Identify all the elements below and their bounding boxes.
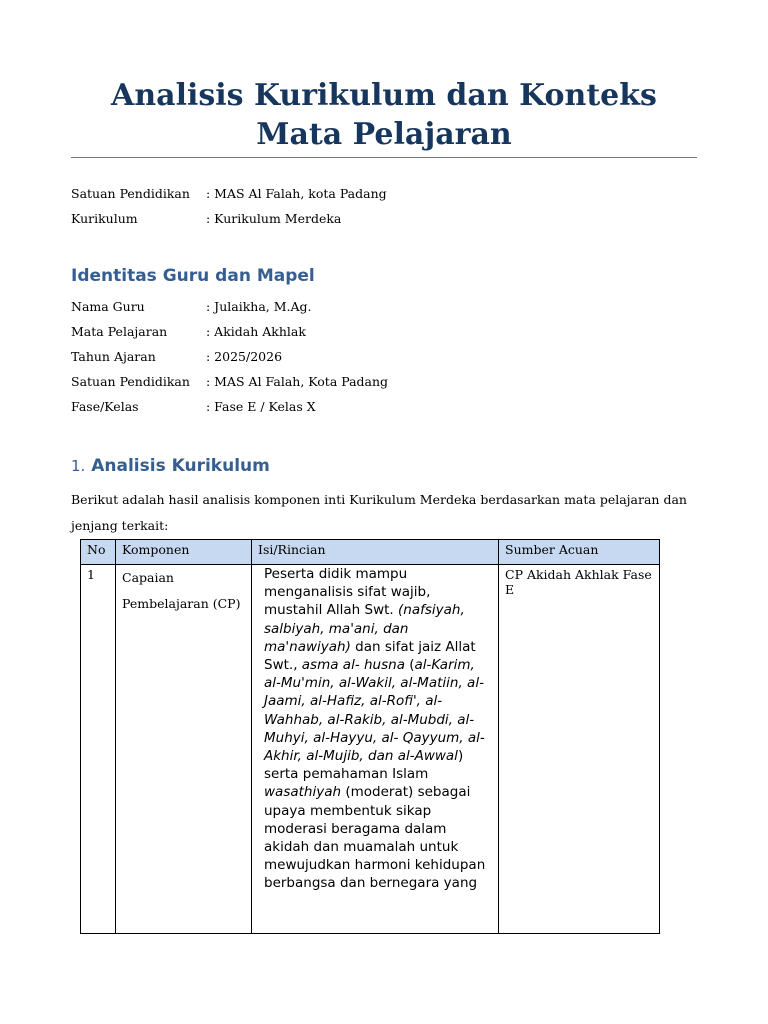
isi-text: ) serta pemahaman Islam: [264, 748, 464, 783]
identitas-row-nama-guru: [71, 299, 312, 315]
table-header-row: [81, 540, 660, 565]
header-komponen: Komponen: [116, 540, 252, 565]
page-title: Analisis Kurikulum dan Konteks Mata Pelajaran: [111, 78, 657, 152]
meta-value: : Kurikulum Merdeka: [206, 211, 342, 226]
isi-text: (moderat) sebagai upaya membentuk sikap moderasi beragama dalam akidah dan muamalah untuk mewujudkan harmoni kehidupan berbangsa dan bernegara yang: [264, 784, 486, 892]
identitas-key: Satuan Pendidikan: [71, 374, 190, 389]
analisis-heading: [71, 455, 270, 477]
identitas-value: : Akidah Akhlak: [206, 324, 306, 339]
cell-no: 1: [81, 565, 116, 934]
analisis-intro: Berikut adalah hasil analisis komponen inti Kurikulum Merdeka berdasarkan mata pelajaran dan jenjang terkait:: [71, 492, 687, 533]
isi-italic: wasathiyah: [264, 784, 342, 801]
title-divider: [71, 157, 697, 158]
meta-row-satuan: [71, 186, 387, 202]
meta-row-kurikulum: [71, 211, 341, 227]
header-no: No: [81, 540, 116, 565]
section-number: 1.: [71, 457, 86, 475]
cell-isi: [252, 565, 499, 934]
identitas-value: : MAS Al Falah, Kota Padang: [206, 374, 389, 389]
identitas-row-satuan: [71, 374, 388, 390]
identitas-heading: Identitas Guru dan Mapel: [71, 266, 315, 286]
analisis-heading-text: Analisis Kurikulum: [91, 456, 270, 476]
identitas-key: Fase/Kelas: [71, 399, 139, 414]
header-sumber: Sumber Acuan: [499, 540, 660, 565]
identitas-value: : 2025/2026: [206, 349, 283, 364]
identitas-row-tahun: [71, 349, 282, 365]
isi-italic: (nafsiyah, salbiyah, ma'ani, dan ma'nawiyah): [264, 602, 465, 655]
identitas-value: : Fase E / Kelas X: [206, 399, 316, 414]
meta-key: Satuan Pendidikan: [71, 186, 190, 201]
identitas-row-mapel: [71, 324, 306, 340]
isi-italic: asma al- husna: [301, 657, 405, 674]
meta-key: Kurikulum: [71, 211, 138, 226]
isi-text: Peserta didik mampu menganalisis sifat wajib, mustahil Allah Swt.: [264, 566, 431, 619]
table-row: [81, 565, 660, 934]
isi-text: (: [404, 657, 415, 674]
identitas-key: Tahun Ajaran: [71, 349, 156, 364]
identitas-key: Nama Guru: [71, 299, 145, 314]
identitas-row-fase: [71, 399, 316, 415]
cell-sumber: CP Akidah Akhlak Fase E: [499, 565, 660, 934]
identitas-value: : Julaikha, M.Ag.: [206, 299, 312, 314]
isi-text: dan sifat jaiz Allat Swt.,: [264, 638, 476, 674]
meta-value: : MAS Al Falah, kota Padang: [206, 186, 387, 201]
analisis-table: [80, 539, 660, 934]
identitas-key: Mata Pelajaran: [71, 324, 168, 339]
cell-komponen: Capaian Pembelajaran (CP): [116, 565, 252, 934]
isi-italic: al-Karim, al-Mu'min, al-Wakil, al-Matiin, al- Jaami, al-Hafiz, al-Rofi', al- Wahhab, al-Rakib, al-Mubdi, al-Muhyi, al-Hayyu, al- Qayyum, al-Akhir, al-Mujib, dan al-Awwal: [264, 657, 485, 765]
header-isi: Isi/Rincian: [252, 540, 499, 565]
